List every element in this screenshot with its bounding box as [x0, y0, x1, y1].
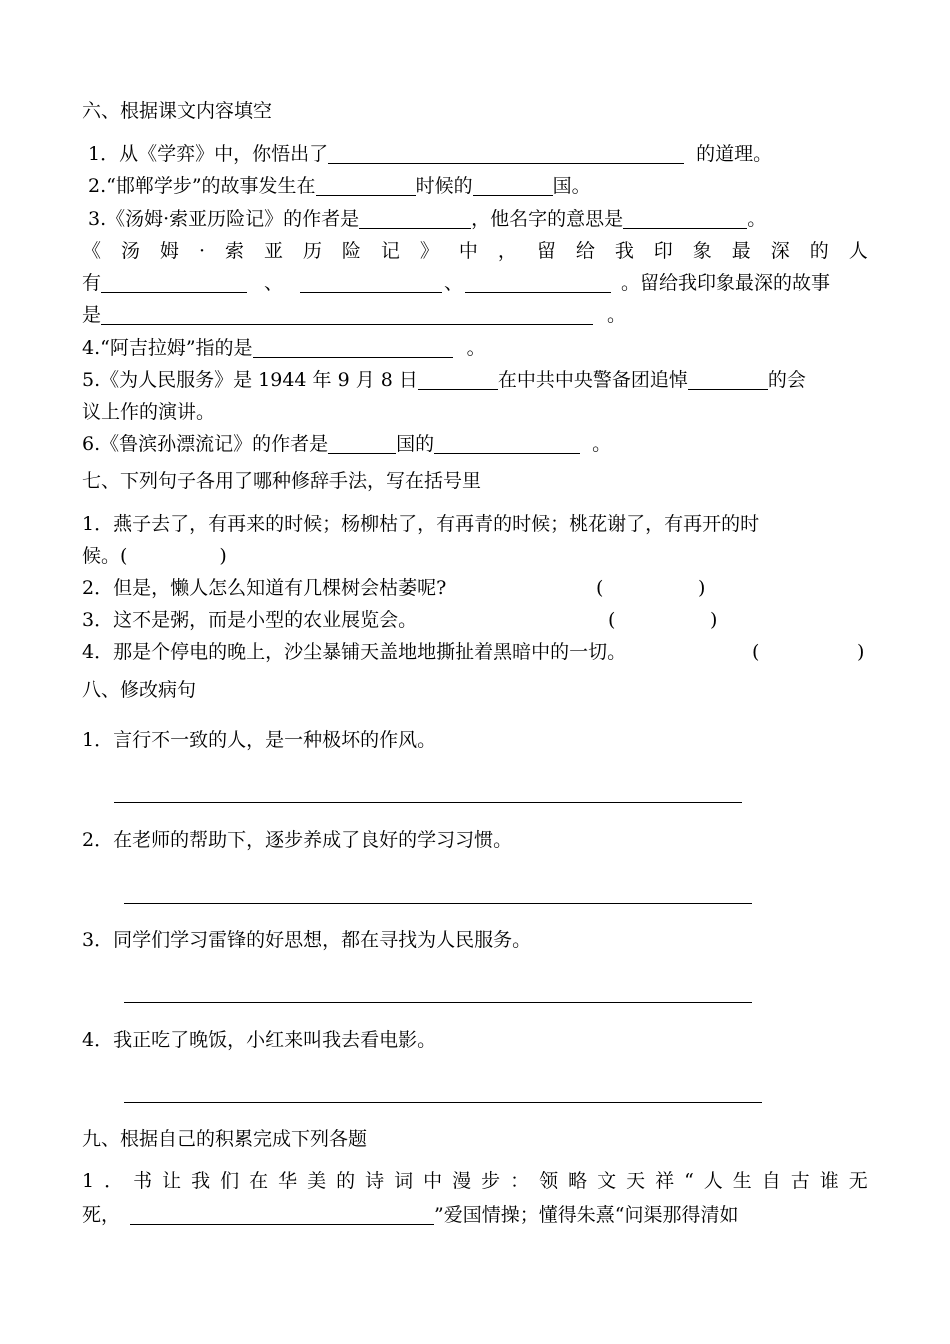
s7-question-4: 4．那是个停电的晚上，沙尘暴铺天盖地地撕扯着黑暗中的一切。 ( ) [82, 641, 865, 663]
section-6-title: 六、根据课文内容填空 [82, 100, 273, 122]
s8-question-4: 4．我正吃了晚饭，小红来叫我去看电影。 [82, 1029, 437, 1051]
s7-question-3: 3．这不是粥，而是小型的农业展览会。 ( ) [82, 609, 718, 631]
answer-blank[interactable] [434, 433, 580, 454]
answer-blank[interactable] [328, 143, 684, 164]
answer-blank[interactable] [623, 208, 747, 229]
section-8-title: 八、修改病句 [82, 679, 197, 701]
s7-question-1: 1．燕子去了，有再来的时候；杨柳枯了，有再青的时候；桃花谢了，有再开的时 [82, 513, 760, 535]
answer-blank[interactable] [300, 272, 442, 293]
s6-question-3: 3.《汤姆·索亚历险记》的作者是 ，他名字的意思是 。 [88, 208, 767, 230]
answer-blank[interactable] [316, 175, 416, 196]
s9-question-1-line-2: 死， ”爱国情操；懂得朱熹“问渠那得清如 [82, 1204, 739, 1226]
answer-blank[interactable] [253, 337, 453, 358]
answer-line[interactable] [124, 1002, 752, 1003]
answer-blank[interactable] [473, 175, 553, 196]
answer-blank[interactable] [328, 433, 396, 454]
answer-line[interactable] [114, 802, 742, 803]
answer-bracket[interactable] [618, 607, 708, 631]
s8-question-2: 2．在老师的帮助下，逐步养成了良好的学习习惯。 [82, 829, 513, 851]
s6-question-3-line-4: 是 。 [82, 304, 627, 326]
s7-question-2: 2．但是，懒人怎么知道有几棵树会枯萎呢? ( ) [82, 577, 706, 599]
s6-question-3-line-2: 《 汤 姆 · 索 亚 历 险 记 》 中 ， 留 给 我 印 象 最 深 的 人 [82, 240, 868, 262]
s7-question-1-line-2: 候。( ) [82, 545, 227, 567]
s6-question-3-line-3: 有 、 、 。留给我印象最深的故事 [82, 272, 831, 294]
s6-question-4: 4.“阿吉拉姆”指的是 。 [82, 337, 486, 359]
answer-blank[interactable] [688, 369, 768, 390]
answer-blank[interactable] [465, 272, 611, 293]
answer-line[interactable] [124, 903, 752, 904]
s9-question-1: 1 ． 书 让 我 们 在 华 美 的 诗 词 中 漫 步 ： 领 略 文 天 祥 “ 人 生 自 古 谁 无 [82, 1170, 868, 1192]
s6-question-5: 5.《为人民服务》是 1944 年 9 月 8 日 在中共中央警备团追悼 的会 [82, 369, 806, 391]
section-9-title: 九、根据自己的积累完成下列各题 [82, 1128, 368, 1150]
answer-bracket[interactable] [606, 575, 696, 599]
s6-question-6: 6.《鲁滨孙漂流记》的作者是 国的 。 [82, 433, 612, 455]
section-7-title: 七、下列句子各用了哪种修辞手法，写在括号里 [82, 470, 482, 492]
s6-question-5-line-2: 议上作的演讲。 [82, 401, 216, 423]
answer-blank[interactable] [101, 272, 247, 293]
s8-question-1: 1．言行不一致的人，是一种极坏的作风。 [82, 729, 437, 751]
answer-bracket[interactable] [762, 639, 852, 663]
answer-blank[interactable] [101, 304, 593, 325]
answer-blank[interactable] [130, 1204, 434, 1225]
answer-blank[interactable] [418, 369, 498, 390]
s6-question-1: 1．从《学弈》中，你悟出了 的道理。 [88, 143, 773, 165]
answer-line[interactable] [124, 1102, 762, 1103]
s6-question-2: 2.“邯郸学步”的故事发生在 时候的 国。 [88, 175, 591, 197]
s8-question-3: 3．同学们学习雷锋的好思想，都在寻找为人民服务。 [82, 929, 532, 951]
answer-blank[interactable] [359, 208, 471, 229]
